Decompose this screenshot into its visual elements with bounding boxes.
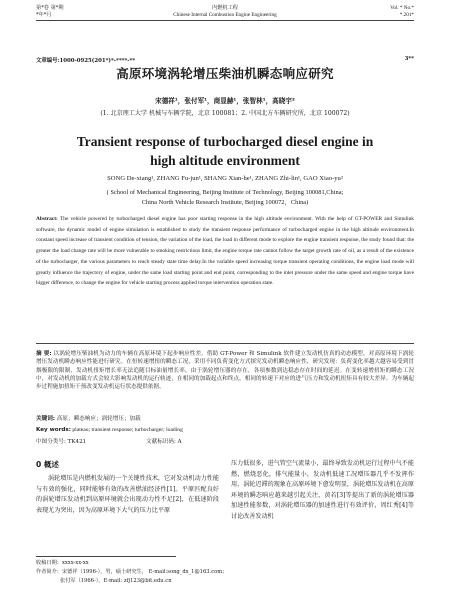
chinese-keywords-label: 关键词: [36,416,56,422]
english-authors: SONG De-xiang¹, ZHANG Fu-jun¹, SHANG Xian-he¹, ZHANG Zhi-lin¹, GAO Xiao-yu² [107,175,343,182]
journal-volume-info [330,5,414,18]
article-code: 3** [404,56,414,62]
volume-number: Vol. * No.* [390,5,414,11]
footnote-received: 收稿日期：xxxx-xx-xx [36,560,89,566]
abstract-text: The vehicle powered by turbocharged diesel engine has poor starting response in the high altitude environment. With the help of GT-POWER and Simulink software, the dynamic model of engine simulation is established to study the transient response performance of turbocharged engine in the high altitude environment.In constant speed increase of transient condition of tension, the variation of the load, the load in different mode to explore the engine transient response, the study found that: the greater the load change rate will be more vulnerable to smoking restrictions limit, the engine torque rate cannot follow the target growth rate of oil, as a result of the existence of the turbocharger, the various parameters to reach steady state time delay.In the variable speed increasing torque transient operating conditions, the engine load mode will greatly influence the trajectory of engine, under the same load starting point and end point, corresponding to the inlet pressure under the same speed and engine torque have bigger difference, to change the engine for vehicle starting process applied torque intervention operation state. [36,216,414,287]
abstract-divider [36,343,414,344]
classification-row [36,437,414,445]
footnote-rule [36,556,176,557]
volume-date: *.201* [399,11,414,18]
chinese-abstract-label: 摘 要: [36,351,52,357]
english-keywords-text: plateau; transient response; turbocharger; loading [72,427,183,433]
journal-name-cn: 内燃机工程 [212,5,238,11]
section-heading: 0 概述 [36,460,59,469]
english-keywords [36,426,414,434]
footnote [36,559,236,586]
chinese-abstract-text: 以涡轮增压柴油机为动力的车辆在高原环境下起步响应性差，借助 GT-Power 和 Simulink 软件建立发动机仿真的动态模型，对高原环境下涡轮增压发动机瞬态响应性能进行研究。在恒转速增扭的瞬态工况，采用不同负荷变化方式探究发动机瞬态响应性，研究发现：负荷变化率越大越容易受到冒烟极限的限制，发动机扭矩增长率无法追随目标油量增长率，由于涡轮增压器的存在，各项参数到达稳态存在时间的延迟。在变转速增扭矩的瞬态工况中，对发动机的加载方式会较大影响发动机的运行轨迹，在相同的加载起点和终点，相同的转速下对应的进气压力和发动机扭矩具有较大差异。为车辆起步过程施加扭矩干预改变发动机运行状态提供依据。 [36,351,415,391]
english-title-line1: Transient response of turbocharged diesel engine in [76,134,374,149]
chinese-abstract [36,350,414,391]
english-title [40,133,410,170]
chinese-authors: 宋德祥¹，张付军¹，商显赫¹，张智林¹，高晓宇² [155,97,295,105]
english-affiliation-line2: China North Vehicle Research Institute, Beijing 100072，China) [141,199,309,206]
chinese-keywords-text: 高原；瞬态响应；涡轮增压；加载 [56,416,141,422]
chinese-title: 高原环境涡轮增压柴油机瞬态响应研究 [116,66,334,81]
body-left-column: 涡轮增压是内燃机发展的一个关键性技术，它对发动机动力性能与有效的强化，同时能够有效的改善燃油经济性[1]。平原匹配良好的涡轮增压发动机到高原环境就会出现动力性不足[2]，在低速阶段表现尤为突出，因为高原环境下大气的压力比平原 [36,475,219,514]
journal-name-en: Chinese Internal Combustion Engine Engineering [173,11,277,18]
english-title-line2: high altitude environment [150,152,300,168]
english-abstract [36,214,414,289]
issue-date-label: *年*月 [36,11,52,18]
document-code: 文献标识码: A [146,439,182,445]
article-number: 文章编号:1000-0925(201*)*-****-** [36,58,136,64]
english-keywords-label: Key words: [36,427,71,433]
journal-name [135,5,315,18]
footnote-author2: 张付军（1966-），E-mail: zfj123@bit.edu.cn [60,578,172,584]
english-affiliation [60,188,390,208]
english-affiliation-line1: ( School of Mechanical Engineering, Beijing Institute of Technology, Beijing 100081,China; [106,189,344,196]
issue-volume-label: 第*卷 第*期 [36,5,64,11]
chinese-affiliation: (1. 北京理工大学 机械与车辆学院，北京 100081；2. 中国北方车辆研究所，北京 100072) [100,110,350,117]
chinese-keywords [36,415,414,423]
clc-number: 中图分类号: TK421 [36,439,87,445]
body-right-column: 压力低很多，进气管空气流量小，最终导致发动机运行过程中气不能燃，燃烧恶化，排气能量小，发动机低速工况增压器几乎不发挥作用，涡轮迟滞的现象在高原环境下愈发明显，涡轮增压发动机在高原环境的瞬态响应越来越引起关注，黄若[3]等提出了新的涡轮增压器加速性能参数，对涡轮增压器的加速性进行有效评价，周红秀[4]等讨论改善发动机 [231,460,414,520]
header-rule [36,20,414,21]
footnote-author1: 作者简介：宋德祥（1996-），男，硕士研究生， E-mail:song_dx_1@163.com； [36,569,228,575]
abstract-label: Abstract: [36,216,58,222]
